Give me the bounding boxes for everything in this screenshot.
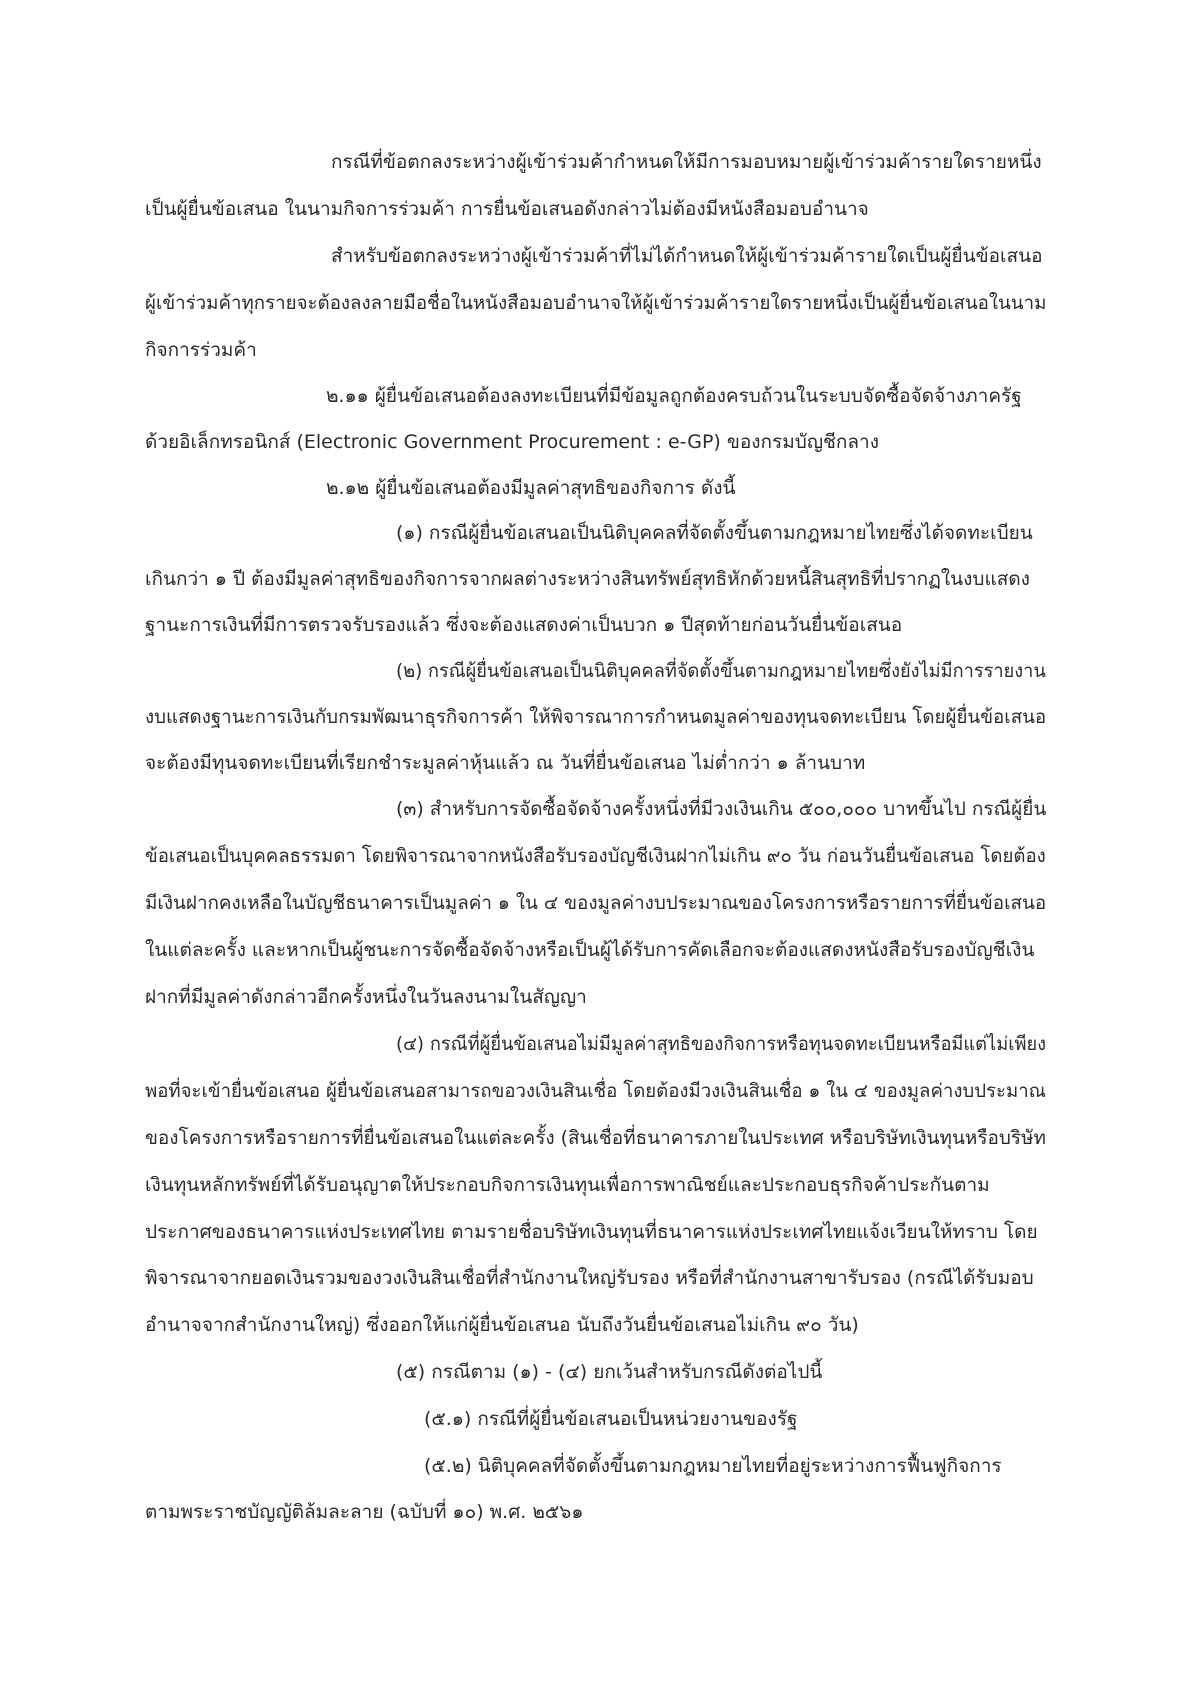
paragraph-line: ข้อเสนอเป็นบุคคลธรรมดา โดยพิจารณาจากหนังสือรับรองบัญชีเงินฝากไม่เกิน ๙๐ วัน ก่อนวันยื่นข้อเสนอ โดยต้อง [145, 845, 1046, 867]
paragraph-line: ๒.๑๑ ผู้ยื่นข้อเสนอต้องลงทะเบียนที่มีข้อมูลถูกต้องครบถ้วนในระบบจัดซื้อจัดจ้างภาครัฐ [326, 385, 1022, 407]
paragraph-line: ประกาศของธนาคารแห่งประเทศไทย ตามรายชื่อบริษัทเงินทุนที่ธนาคารแห่งประเทศไทยแจ้งเวียนให้ทราบ โดย [145, 1221, 1038, 1243]
paragraph-line: ตามพระราชบัญญัติล้มละลาย (ฉบับที่ ๑๐) พ.ศ. ๒๕๖๑ [145, 1501, 584, 1523]
paragraph-line: (๑) กรณีผู้ยื่นข้อเสนอเป็นนิติบุคคลที่จัดตั้งขึ้นตามกฎหมายไทยซึ่งได้จดทะเบียน [396, 522, 1033, 544]
paragraph-line: (๕.๒) นิติบุคคลที่จัดตั้งขึ้นตามกฎหมายไทยที่อยู่ระหว่างการฟื้นฟูกิจการ [424, 1455, 1002, 1477]
paragraph-line: ผู้เข้าร่วมค้าทุกรายจะต้องลงลายมือชื่อในหนังสือมอบอำนาจให้ผู้เข้าร่วมค้ารายใดรายหนึ่งเป็นผู้ยื่นข้อเสนอในนาม [145, 292, 1047, 314]
paragraph-line: มีเงินฝากคงเหลือในบัญชีธนาคารเป็นมูลค่า ๑ ใน ๔ ของมูลค่างบประมาณของโครงการหรือรายการที่ยื่นข้อเสนอ [145, 892, 1047, 914]
paragraph-line: พอที่จะเข้ายื่นข้อเสนอ ผู้ยื่นข้อเสนอสามารถขอวงเงินสินเชื่อ โดยต้องมีวงเงินสินเชื่อ ๑ ใน ๔ ของมูลค่างบประมาณ [145, 1080, 1046, 1102]
paragraph-line: เป็นผู้ยื่นข้อเสนอ ในนามกิจการร่วมค้า การยื่นข้อเสนอดังกล่าวไม่ต้องมีหนังสือมอบอำนาจ [145, 198, 869, 220]
paragraph-line: กิจการร่วมค้า [145, 339, 257, 361]
paragraph-line: กรณีที่ข้อตกลงระหว่างผู้เข้าร่วมค้ากำหนดให้มีการมอบหมายผู้เข้าร่วมค้ารายใดรายหนึ่ง [331, 151, 1042, 173]
paragraph-line: ด้วยอิเล็กทรอนิกส์ (Electronic Government Procurement : e-GP) ของกรมบัญชีกลาง [145, 431, 880, 453]
paragraph-line: (๔) กรณีที่ผู้ยื่นข้อเสนอไม่มีมูลค่าสุทธิของกิจการหรือทุนจดทะเบียนหรือมีแต่ไม่เพียง [396, 1033, 1047, 1055]
paragraph-line: จะต้องมีทุนจดทะเบียนที่เรียกชำระมูลค่าหุ้นแล้ว ณ วันที่ยื่นข้อเสนอ ไม่ต่ำกว่า ๑ ล้านบาท [145, 752, 866, 774]
paragraph-line: (๓) สำหรับการจัดซื้อจัดจ้างครั้งหนึ่งที่มีวงเงินเกิน ๕๐๐,๐๐๐ บาทขึ้นไป กรณีผู้ยื่น [396, 798, 1047, 820]
paragraph-line: ฝากที่มีมูลค่าดังกล่าวอีกครั้งหนึ่งในวันลงนามในสัญญา [145, 986, 587, 1008]
paragraph-line: (๕.๑) กรณีที่ผู้ยื่นข้อเสนอเป็นหน่วยงานของรัฐ [424, 1408, 798, 1430]
paragraph-line: ในแต่ละครั้ง และหากเป็นผู้ชนะการจัดซื้อจัดจ้างหรือเป็นผู้ได้รับการคัดเลือกจะต้องแสดงหนังสือรับรองบัญชีเงิน [145, 939, 1035, 961]
paragraph-line: สำหรับข้อตกลงระหว่างผู้เข้าร่วมค้าที่ไม่ได้กำหนดให้ผู้เข้าร่วมค้ารายใดเป็นผู้ยื่นข้อเสนอ [331, 245, 1043, 267]
paragraph-line: พิจารณาจากยอดเงินรวมของวงเงินสินเชื่อที่สำนักงานใหญ่รับรอง หรือที่สำนักงานสาขารับรอง (กรณีได้รับมอบ [145, 1267, 1034, 1289]
paragraph-line: เกินกว่า ๑ ปี ต้องมีมูลค่าสุทธิของกิจการจากผลต่างระหว่างสินทรัพย์สุทธิหักด้วยหนี้สินสุทธิที่ปรากฏในงบแสดง [145, 568, 1030, 590]
paragraph-line: (๒) กรณีผู้ยื่นข้อเสนอเป็นนิติบุคคลที่จัดตั้งขึ้นตามกฎหมายไทยซึ่งยังไม่มีการรายงาน [396, 660, 1046, 682]
paragraph-line: ๒.๑๒ ผู้ยื่นข้อเสนอต้องมีมูลค่าสุทธิของกิจการ ดังนี้ [326, 477, 736, 499]
paragraph-line: ฐานะการเงินที่มีการตรวจรับรองแล้ว ซึ่งจะต้องแสดงค่าเป็นบวก ๑ ปีสุดท้ายก่อนวันยื่นข้อเสนอ [145, 614, 903, 636]
paragraph-line: อำนาจจากสำนักงานใหญ่) ซึ่งออกให้แก่ผู้ยื่นข้อเสนอ นับถึงวันยื่นข้อเสนอไม่เกิน ๙๐ วัน) [145, 1314, 859, 1336]
paragraph-line: (๕) กรณีตาม (๑) - (๔) ยกเว้นสำหรับกรณีดังต่อไปนี้ [396, 1361, 823, 1383]
paragraph-line: งบแสดงฐานะการเงินกับกรมพัฒนาธุรกิจการค้า ให้พิจารณาการกำหนดมูลค่าของทุนจดทะเบียน โดยผู้ยื่นข้อเสนอ [145, 706, 1047, 728]
paragraph-line: เงินทุนหลักทรัพย์ที่ได้รับอนุญาตให้ประกอบกิจการเงินทุนเพื่อการพาณิชย์และประกอบธุรกิจค้าประกันตาม [145, 1174, 990, 1196]
paragraph-line: ของโครงการหรือรายการที่ยื่นข้อเสนอในแต่ละครั้ง (สินเชื่อที่ธนาคารภายในประเทศ หรือบริษัทเงินทุนหรือบริษัท [145, 1127, 1046, 1149]
